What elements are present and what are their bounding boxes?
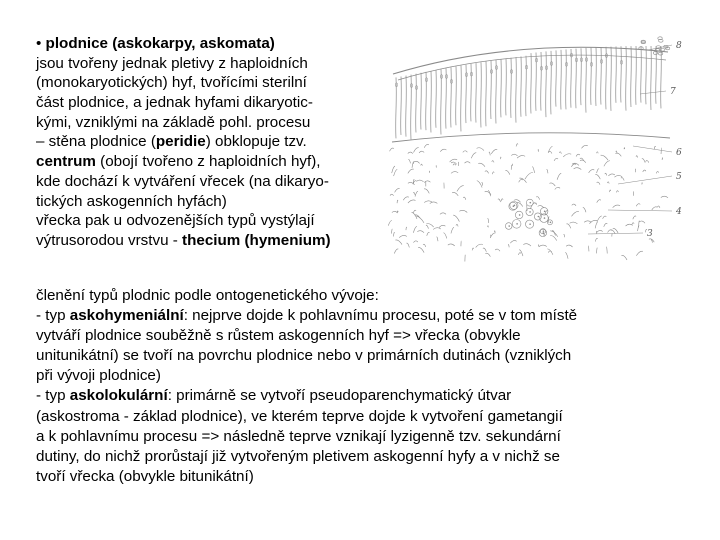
text-run: kde dochází k vytváření vřecek (na dikaryo- bbox=[36, 172, 329, 190]
figure-label-5: 5 bbox=[676, 172, 682, 182]
text-run: kými, vzniklými na základě pohl. procesu bbox=[36, 113, 311, 131]
text-run: výtrusorodou vrstvu - bbox=[36, 231, 183, 249]
classification-line bbox=[36, 366, 706, 386]
figure-label-4: 4 bbox=[676, 207, 682, 217]
text-run: • bbox=[36, 35, 46, 52]
classification-line bbox=[36, 326, 706, 346]
text-run: část plodnice, a jednak hyfami dikaryotic- bbox=[36, 94, 313, 112]
intro-line bbox=[36, 93, 396, 113]
text-run: (monokaryotických) hyf, tvořícími sterilní bbox=[36, 74, 307, 92]
bold-term: centrum bbox=[36, 153, 96, 171]
figure-label-8: 8 bbox=[676, 41, 682, 51]
text-run: dutiny, do nichž prorůstají již vytvořeným pletivem askogenní hyfy a v nichž se bbox=[36, 447, 560, 465]
intro-paragraph bbox=[36, 34, 396, 251]
text-run: členění typů plodnic podle ontogenetického vývoje: bbox=[36, 287, 379, 304]
classification-line bbox=[36, 447, 706, 467]
text-run: - typ bbox=[36, 387, 70, 405]
figure-label-3: 3 bbox=[647, 229, 653, 239]
classification-line bbox=[36, 306, 706, 326]
bold-term: thecium (hymenium) bbox=[182, 231, 331, 249]
text-run: vytváří plodnice souběžně s růstem askogenních hyf => vřecka (obvykle bbox=[36, 327, 521, 345]
text-run: ) obklopuje tzv. bbox=[205, 133, 307, 151]
intro-line bbox=[36, 73, 396, 93]
figure-label-7: 7 bbox=[670, 87, 676, 97]
text-run: jsou tvořeny jednak pletivy z haploidních bbox=[36, 54, 308, 72]
text-run: (askostroma - základ plodnice), ve kterém teprve dojde k vytvoření gametangií bbox=[36, 407, 563, 425]
intro-line bbox=[36, 211, 396, 231]
intro-line bbox=[36, 132, 396, 152]
intro-line bbox=[36, 231, 396, 251]
text-run: : primárně se vytvoří pseudoparenchymatický útvar bbox=[167, 387, 512, 405]
classification-line bbox=[36, 346, 706, 366]
text-run: – stěna plodnice ( bbox=[36, 133, 156, 151]
bold-term: askohymeniální bbox=[69, 307, 184, 325]
text-run: : nejprve dojde k pohlavnímu procesu, poté se v tom místě bbox=[183, 307, 578, 325]
intro-line bbox=[36, 172, 396, 192]
text-run: a k pohlavnímu procesu => následně teprve vznikají lyzigenně tzv. sekundární bbox=[36, 427, 561, 445]
bold-term: plodnice (askokarpy, askomata) bbox=[45, 35, 275, 52]
intro-line bbox=[36, 34, 396, 54]
intro-line bbox=[36, 152, 396, 172]
intro-line bbox=[36, 113, 396, 133]
text-run: při vývoji plodnice) bbox=[36, 367, 161, 385]
text-run: tvoří vřecka (obvykle bitunikátní) bbox=[36, 467, 254, 485]
text-run: - typ bbox=[36, 307, 70, 325]
bold-term: peridie bbox=[155, 133, 206, 151]
text-run: (obojí tvořeno z haploidních hyf), bbox=[95, 153, 321, 171]
classification-line bbox=[36, 467, 706, 487]
figure-label-6: 6 bbox=[676, 148, 682, 158]
intro-line bbox=[36, 54, 396, 74]
apothecium-cross-section-illustration bbox=[378, 34, 690, 266]
classification-line bbox=[36, 286, 706, 306]
text-run: vřecka pak u odvozenějších typů vystýlají bbox=[36, 212, 315, 230]
text-run: tických askogenních hyfách) bbox=[36, 192, 227, 210]
classification-line bbox=[36, 386, 706, 406]
bold-term: askolokulární bbox=[69, 387, 168, 405]
intro-line bbox=[36, 192, 396, 212]
classification-line bbox=[36, 427, 706, 447]
classification-line bbox=[36, 407, 706, 427]
classification-paragraph bbox=[36, 286, 706, 487]
text-run: unitunikátní) se tvoří na povrchu plodnice nebo v primárních dutinách (vzniklých bbox=[36, 347, 572, 365]
